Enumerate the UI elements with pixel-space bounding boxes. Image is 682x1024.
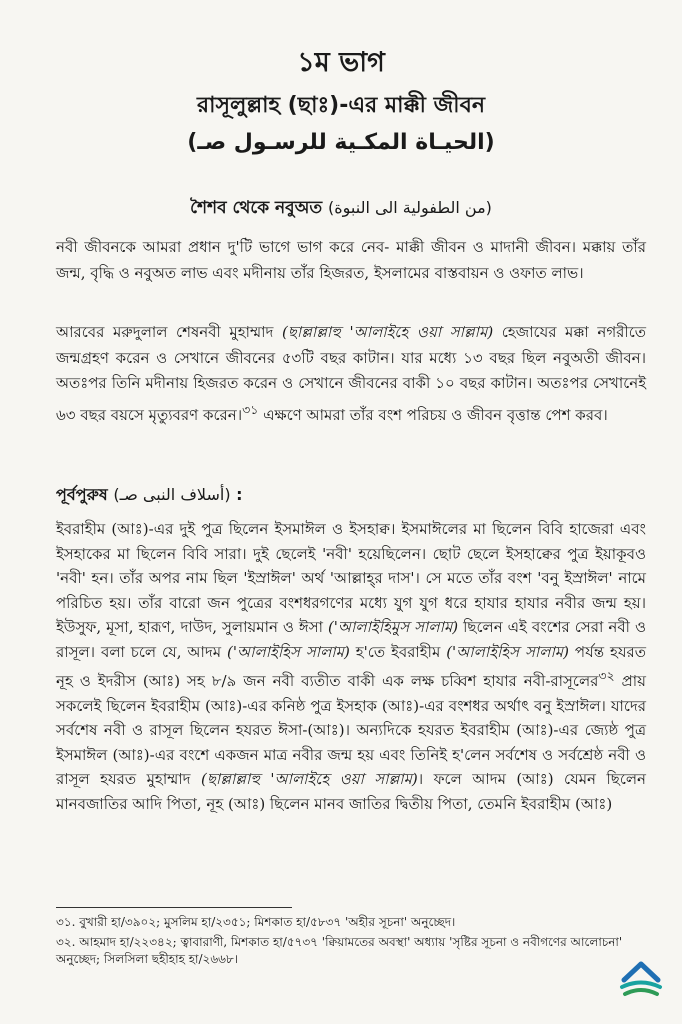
paragraph-3: [56, 517, 646, 816]
p3-text-3: হ'তে ইবরাহীম: [349, 642, 447, 661]
logo-roof-icon: [624, 964, 658, 980]
salutation-italic: (ছাল্লাল্লাহু 'আলাইহে ওয়া সাল্লাম): [281, 323, 494, 341]
p3-italic-1: ('আলাইহিমুস সালাম): [327, 618, 459, 636]
paragraph-2-text-c: এক্ষণে আমরা তাঁর বংশ পরিচয় ও জীবন বৃত্তান্ত পেশ করব।: [258, 405, 608, 424]
p3-text-6: । ফলে আদম (আঃ) যেমন ছিলেন মানবজাতির আদি পিতা, নূহ (আঃ) ছিলেন মানব জাতির দ্বিতীয় পিতা, তেমনি ইবরাহীম (আঃ): [56, 770, 646, 813]
p3-italic-2: ('আলাইহিস সালাম): [227, 642, 350, 661]
arabic-title: (الحيـاة المكـية للرسـول صـ): [187, 130, 495, 155]
footnote-31: ৩১. বুখারী হা/৩৯০২; মুসলিম হা/২৩৫১; মিশকাত হা/৫৮৩৭ 'অহীর সূচনা' অনুচ্ছেদ।: [56, 915, 456, 929]
footnote-ref-31[interactable]: ৩১: [242, 401, 259, 417]
section-colon: :: [230, 485, 243, 504]
publisher-logo-icon: [618, 956, 664, 1002]
section-arabic: (أسلاف النبى صـ): [113, 485, 231, 504]
p3-text-1: ইবরাহীম (আঃ)-এর দুই পুত্র ছিলেন ইসমাঈল ও ইসহাক্ব। ইসমাঈলের মা ছিলেন বিবি হাজেরা এবং ইসহাকের মা ছিলেন বিবি সারা। দুই ছেলেই 'নবী' হয়েছিলেন। ছোট ছেলে ইসহাক্বের পুত্র ইয়াকূবও 'নবী' হন। তাঁর অপর নাম ছিল 'ইস্রাঈল' অর্থ 'আল্লাহ্‌র দাস'। সে মতে তাঁর বংশ 'বনু ইস্রাঈল' নামে পরিচিত হয়। তাঁর বারো জন পুত্রের বংশধরগণের মধ্যে যুগ যুগ ধরে হাযার হাযার নবীর জন্ম হয়। ইউসুফ, মূসা, হারূণ, দাউদ, সুলায়মান ও ঈসা: [56, 520, 646, 636]
subheading-bengali: শৈশব থেকে নবুঅত: [190, 198, 323, 218]
footnote-ref-32[interactable]: ৩২: [598, 668, 615, 683]
subheading-arabic: (من الطفولية الى النبوة): [328, 198, 492, 217]
p3-text-5: প্রায় সকলেই ছিলেন ইবরাহীম (আঃ)-এর কনিষ্ঠ পুত্র ইসহাক (আঃ)-এর বংশধর অর্থাৎ বনু ইস্রাঈল। যাদের সর্বশেষ নবী ও রাসূল ছিলেন হযরত ঈসা-(আঃ)। অন্যদিকে হযরত ইবরাহীম (আঃ)-এর জ্যেষ্ঠ পুত্র ইসমাঈল (আঃ)-এর বংশে একজন মাত্র নবীর জন্ম হয় এবং তিনিই হ'লেন সর্বশেষ ও সর্বশ্রেষ্ঠ নবী ও রাসূল হযরত মুহাম্মাদ: [56, 672, 646, 788]
p3-italic-4: (ছাল্লাল্লাহু 'আলাইহে ওয়া সাল্লাম): [200, 770, 418, 788]
paragraph-2: [56, 320, 646, 428]
paragraph-2-text-b: হেজাযের মক্কা নগরীতে জন্মগ্রহণ করেন ও সেখানে জীবনের ৫৩টি বছর কাটান। যার মধ্যে ১৩ বছর ছিল নবুঅতী জীবন। অতঃপর তিনি মদীনায় হিজরত করেন ও সেখানে জীবনের বাকী ১০ বছর কাটান। অতঃপর সেখানেই ৬৩ বছর বয়সে মৃত্যুবরণ করেন।: [56, 323, 646, 424]
logo-wave-2-icon: [625, 990, 657, 994]
logo-wave-1-icon: [622, 983, 660, 988]
section-heading: [56, 482, 243, 509]
paragraph-2-text-a: আরবের মরুদুলাল শেষনবী মুহাম্মাদ: [56, 323, 282, 341]
part-heading: ১ম ভাগ: [297, 47, 385, 78]
p3-text-2: ছিলেন এই বংশের সেরা নবী ও রাসূল। বলা চলে যে, আদম: [56, 618, 646, 661]
subheading: [0, 195, 682, 223]
section-title: পূর্বপুরুষ: [56, 485, 108, 504]
p3-italic-3: ('আলাইহিস সালাম): [446, 642, 569, 661]
footnote-32: ৩২. আহমাদ হা/২২৩৪২; ত্বাবারাণী, মিশকাত হা/৫৭৩৭ 'ক্বিয়ামতের অবস্থা' অধ্যায় 'সৃষ্টির সূচনা ও নবীগণের আলোচনা' অনুচ্ছেদ; সিলসিলা ছহীহাহ হা/২৬৬৮।: [56, 935, 623, 966]
chapter-title: রাসূলুল্লাহ (ছাঃ)-এর মাক্কী জীবন: [197, 93, 485, 118]
paragraph-1: নবী জীবনকে আমরা প্রধান দু'টি ভাগে ভাগ করে নেব- মাক্কী জীবন ও মাদানী জীবন। মক্কায় তাঁর জন্ম, বৃদ্ধি ও নবুঅত লাভ এবং মদীনায় তাঁর হিজরত, ইসলামের বাস্তবায়ন ও ওফাত লাভ।: [56, 238, 646, 282]
p3-text-4: পর্যন্ত হযরত নূহ ও ইদরীস (আঃ) সহ ৮/৯ জন নবী ব্যতীত বাকী এক লক্ষ চব্বিশ হাযার নবী-রাসূলের: [56, 642, 647, 690]
footnote-divider: [56, 907, 292, 908]
